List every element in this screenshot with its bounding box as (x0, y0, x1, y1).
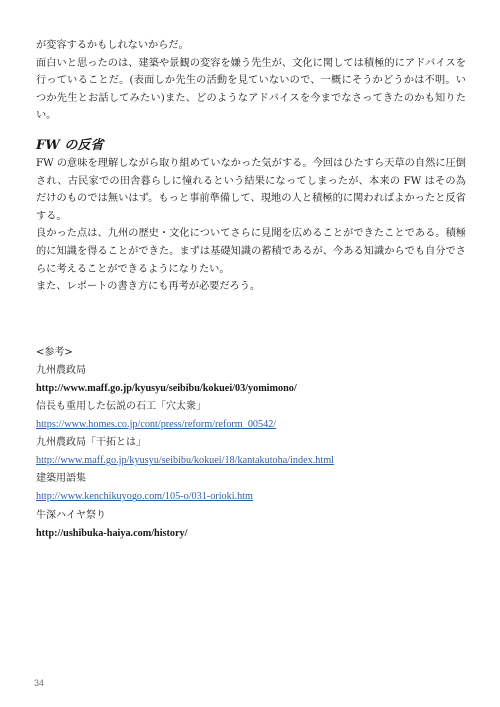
reference-source: 九州農政局 (36, 364, 86, 376)
references-list (36, 344, 466, 543)
body-paragraph-1: が変容するかもしれないからだ。 (36, 40, 189, 51)
reference-source: 牛深ハイヤ祭り (36, 509, 106, 521)
references-title: <参考> (36, 346, 73, 358)
page-number: 34 (34, 678, 45, 688)
reference-source: 信長も重用した伝説の石工「穴太衆」 (36, 401, 206, 412)
reference-source: 九州農政局「干拓とは」 (36, 437, 146, 449)
reference-url: http://ushibuka-haiya.com/history/ (36, 527, 188, 539)
document-page (36, 37, 466, 543)
section-paragraph-3: また、レポートの書き方にも再考が必要だろう。 (36, 281, 261, 293)
body-paragraph-2: 面白いと思ったのは、建築や景観の変容を嫌う先生が、文化に関しては積極的にアドバイスを行っていることだ。(表面しか先生の活動を見ていないので、一概にそうかどうかは不明。いつか先生とお話してみたい)また、どのようなアドバイスを今までなさってきたのかも知りたい。 (36, 57, 466, 122)
section-paragraph-2: 良かった点は、九州の歴史・文化についてさらに見聞を広めることができたことである。積極的に知識を得ることができた。まずは基礎知識の蓄積であるが、今ある知識からでも自分でさらに考えることができるようになりたい。 (36, 228, 466, 275)
reference-link[interactable]: http://www.kenchikuyogo.com/105-o/031-orioki.htm (36, 491, 253, 503)
reference-url: http://www.maff.go.jp/kyusyu/seibibu/kokuei/03/yomimono/ (36, 382, 297, 394)
reference-source: 建築用語集 (36, 473, 86, 485)
reference-link[interactable]: http://www.maff.go.jp/kyusyu/seibibu/kokuei/18/kantakutoha/index.html (36, 455, 334, 467)
section-heading: FW の反省 (36, 137, 104, 153)
reference-link[interactable]: https://www.homes.co.jp/cont/press/reform/reform_00542/ (36, 419, 277, 431)
section-paragraph-1: FW の意味を理解しながら取り組めていなかった気がする。今回はひたすら天草の自然に圧倒され、古民家での田舎暮らしに憧れるという結果になってしまったが、本来の FW はその為だけのものでは無いはず。もっと事前準備して、現地の人と積極的に関わればよかったと反省する。 (36, 157, 466, 222)
